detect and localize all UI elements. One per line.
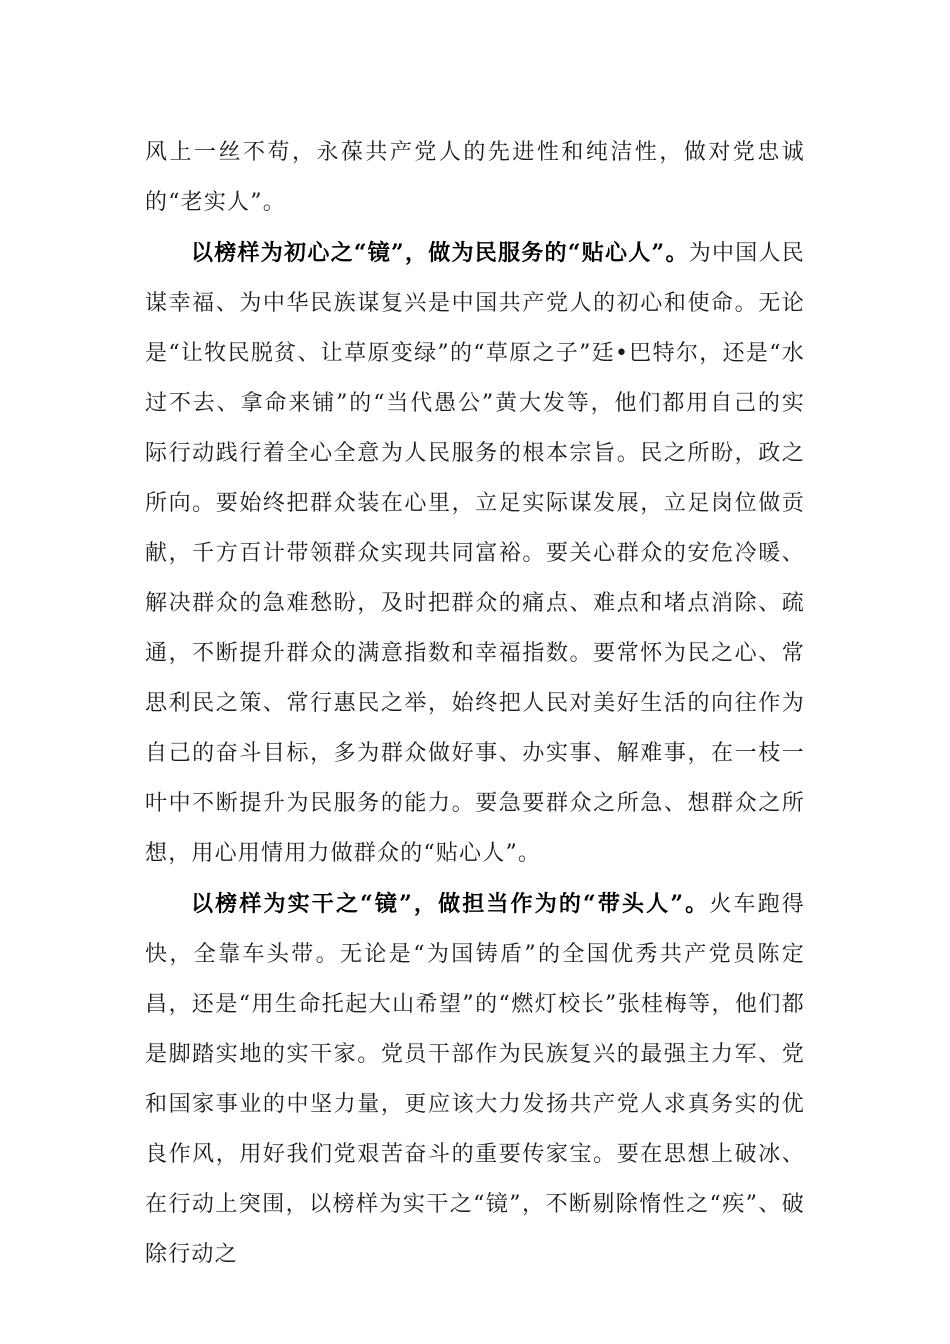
paragraph-text: 为中国人民谋幸福、为中华民族谋复兴是中国共产党人的初心和使命。无论是“让牧民脱贫、让草原变绿”的“草原之子”廷•巴特尔，还是“水过不去、拿命来铺”的“当代愚公”黄大发等，他们都用自己的实际行动践行着全心全意为人民服务的根本宗旨。民之所盼，政之所向。要始终把群众装在心里，立足实际谋发展，立足岗位做贡献，千方百计带领群众实现共同富裕。要关心群众的安危冷暖、解决群众的急难愁盼，及时把群众的痛点、难点和堵点消除、疏通，不断提升群众的满意指数和幸福指数。要常怀为民之心、常思利民之策、常行惠民之举，始终把人民对美好生活的向往作为自己的奋斗目标，多为群众做好事、办实事、解难事，在一枝一叶中不断提升为民服务的能力。要急要群众之所急、想群众之所想，用心用情用力做群众的“贴心人”。: [145, 241, 805, 866]
paragraph-lead-heading: 以榜样为初心之“镜”，做为民服务的“贴心人”。: [191, 240, 689, 266]
paragraph-text: 风上一丝不苟，永葆共产党人的先进性和纯洁性，做对党忠诚的“老实人”。: [145, 140, 805, 215]
paragraph-serve-people: [145, 228, 805, 879]
document-body: [145, 128, 805, 1280]
paragraph-continued: [145, 128, 805, 228]
paragraph-hard-work: [145, 879, 805, 1280]
paragraph-text: 火车跑得快，全靠车头带。无论是“为国铸盾”的全国优秀共产党员陈定昌，还是“用生命托起大山希望”的“燃灯校长”张桂梅等，他们都是脚踏实地的实干家。党员干部作为民族复兴的最强主力军、党和国家事业的中坚力量，更应该大力发扬共产党人求真务实的优良作风，用好我们党艰苦奋斗的重要传家宝。要在思想上破冰、在行动上突围，以榜样为实干之“镜”，不断剔除惰性之“疾”、破除行动之: [145, 892, 805, 1267]
paragraph-lead-heading: 以榜样为实干之“镜”，做担当作为的“带头人”。: [191, 891, 710, 917]
